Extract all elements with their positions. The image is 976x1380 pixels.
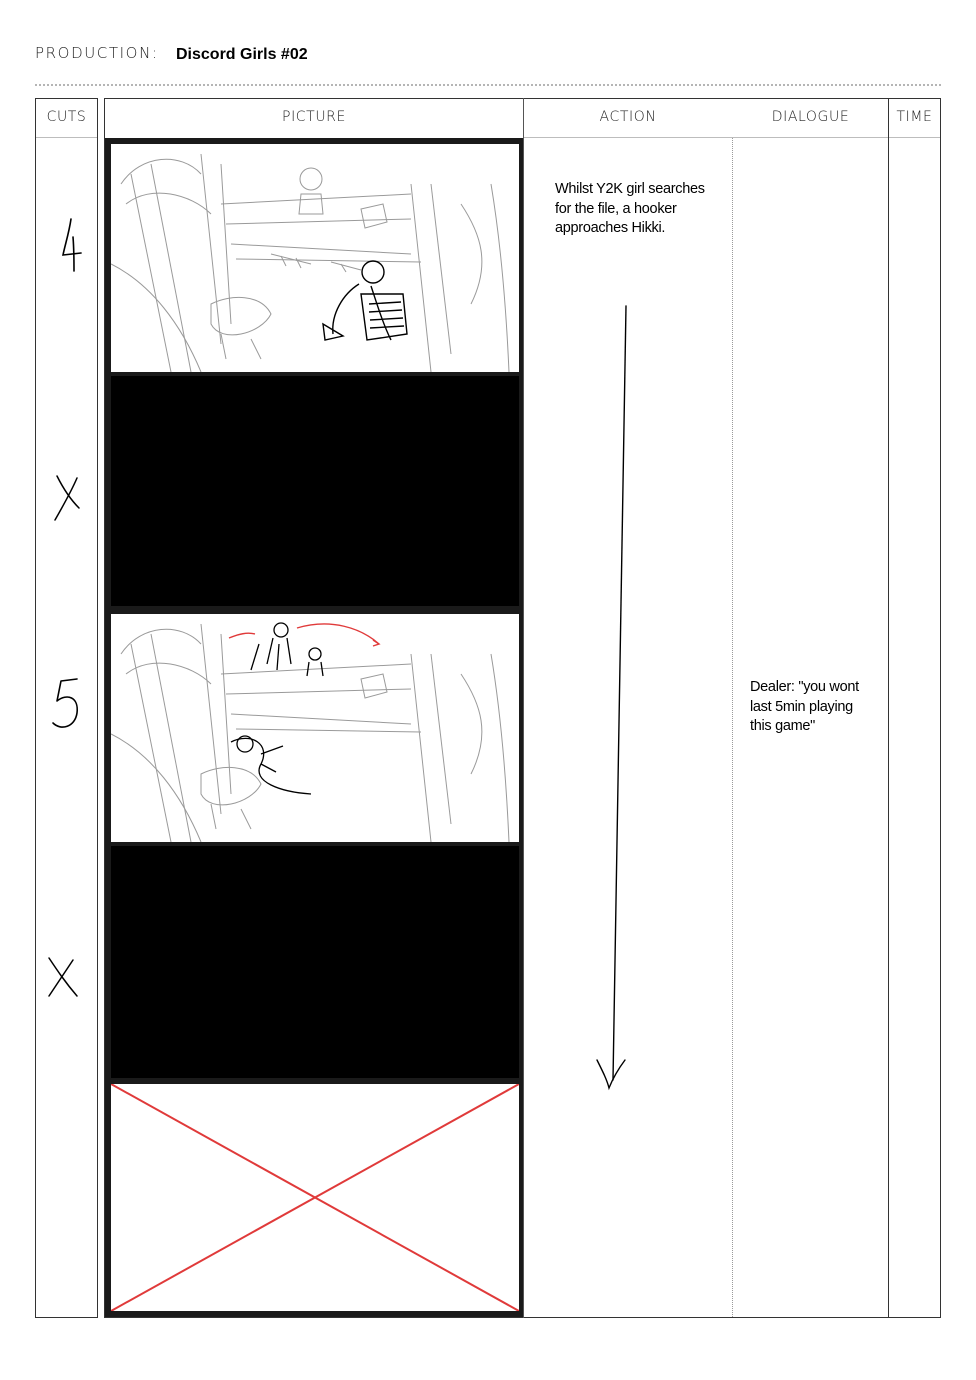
action-note: Whilst Y2K girl searches for the file, a hooker approaches Hikki. [555, 181, 705, 236]
handwritten-4-glyph [47, 215, 87, 275]
production-label: PRODUCTION: [35, 44, 159, 62]
cut-number-5 [36, 675, 98, 735]
office-sketch-icon [111, 144, 519, 372]
storyboard-panel-2[interactable] [111, 376, 519, 606]
header-divider [35, 84, 941, 86]
picture-column [105, 138, 523, 1317]
time-header: TIME [896, 109, 933, 125]
cut-x-2 [30, 952, 92, 1004]
red-cross-icon [111, 1084, 519, 1311]
dialogue-time-divider [888, 98, 889, 1318]
handwritten-5-glyph [47, 675, 87, 735]
cuts-header: CUTS [46, 109, 87, 125]
handwritten-x-glyph [39, 952, 83, 1004]
picture-action-divider [523, 98, 524, 1318]
action-header: ACTION [599, 109, 657, 125]
storyboard-panel-3[interactable] [111, 614, 519, 842]
production-title: Discord Girls #02 [176, 46, 308, 63]
picture-header: PICTURE [282, 109, 346, 125]
office-sketch-icon [111, 614, 519, 842]
dialogue-note: Dealer: "you wont last 5min playing this game" [750, 679, 859, 734]
storyboard-panel-1[interactable] [111, 144, 519, 372]
cut-x-1 [36, 470, 98, 526]
action-dialogue-divider [732, 138, 733, 1317]
continuation-arrow-icon [595, 300, 645, 1100]
handwritten-x-glyph [47, 470, 87, 526]
cut-number-4 [36, 215, 98, 275]
storyboard-panel-4[interactable] [111, 846, 519, 1078]
storyboard-panel-5-crossed-out[interactable] [111, 1084, 519, 1311]
cuts-header-rule [36, 137, 97, 138]
dialogue-header: DIALOGUE [771, 109, 850, 125]
